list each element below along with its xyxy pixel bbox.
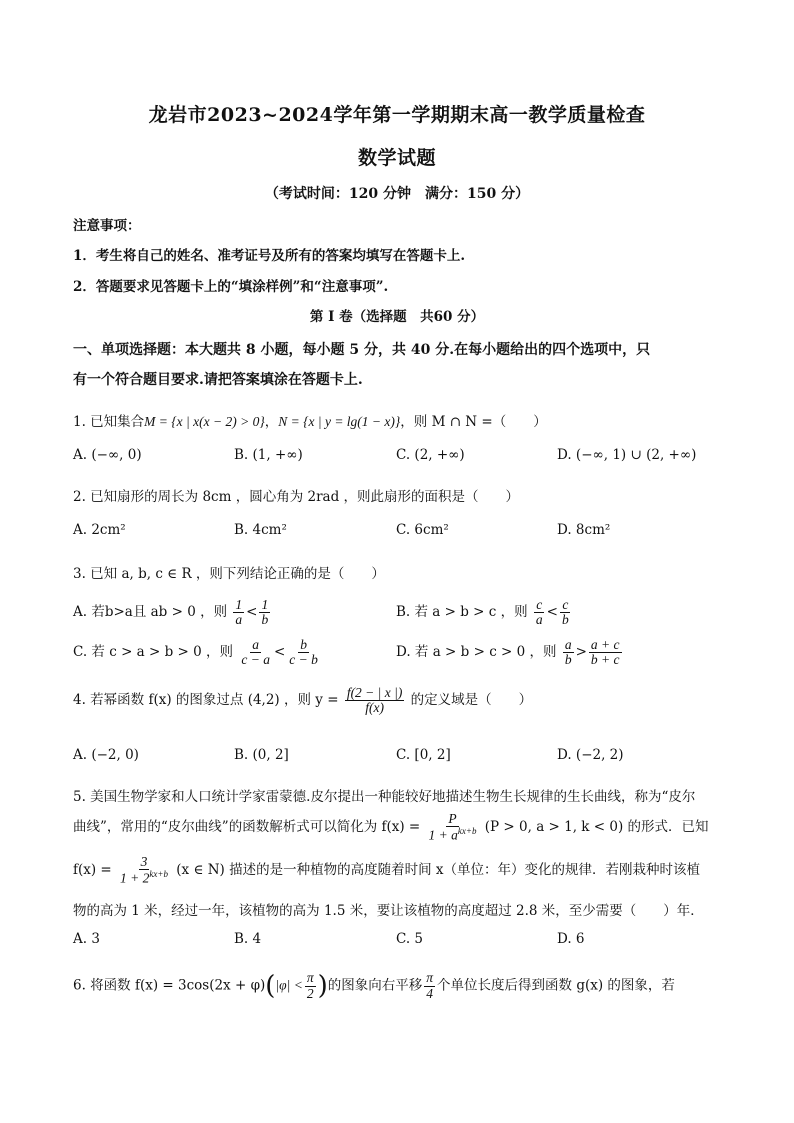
question-5-line2 [73, 812, 709, 843]
q3c-frac-2-num: b [300, 637, 307, 652]
notes-heading: 注意事项： [73, 218, 141, 234]
q3d-prefix: D. 若 a > b > c > 0 ，则 [396, 644, 557, 661]
section1-line2: 有一个符合题目要求.请把答案填涂在答题卡上. [73, 372, 363, 388]
q4-frac [345, 686, 405, 715]
q3d-frac-2-den: b + c [590, 652, 620, 668]
q5-model-frac-den [118, 870, 170, 886]
q3a-prefix: A. 若b>a且 ab > 0 ，则 [73, 604, 228, 621]
q3-option-d [396, 638, 624, 667]
question-2-stem: 2. 已知扇形的周长为 8cm ，圆心角为 2rad ，则此扇形的面积是（ ） [73, 489, 520, 505]
q4-option-c: C. [0, 2] [396, 747, 451, 763]
q3b-frac-2-num: c [562, 597, 569, 612]
q5-option-b: B. 4 [234, 931, 262, 947]
question-5-line1: 5. 美国生物学家和人口统计学家雷蒙德.皮尔提出一种能较好地描述生物生长规律的生长曲线，称为“皮尔 [73, 789, 696, 805]
q3b-frac-1 [534, 598, 545, 627]
q6-cond-frac-den: 2 [306, 985, 314, 1001]
q3c-prefix: C. 若 c > a > b > 0 ，则 [73, 644, 234, 661]
q5-line2-suffix: (P > 0, a > 1, k < 0) 的形式．已知 [484, 818, 709, 835]
q6-cond-prefix: |φ| < [275, 977, 303, 993]
q3b-prefix: B. 若 a > b > c ，则 [396, 604, 528, 621]
question-4-stem [73, 686, 532, 715]
q4-frac-den: f(x) [365, 700, 384, 716]
q1-suffix: ，则 M ∩ N =（ ） [400, 414, 547, 430]
q3-option-b [396, 598, 573, 627]
q3d-frac-1-den: b [564, 652, 572, 668]
notes-item-1: 1．考生将自己的姓名、准考证号及所有的答案均填写在答题卡上. [73, 248, 466, 264]
part1-heading: 第 I 卷（选择题 共60 分） [309, 309, 485, 325]
q5-option-d: D. 6 [557, 931, 585, 947]
q3a-frac-1-den: a [235, 612, 243, 628]
q5-model-frac-den-exp: kx+b [149, 869, 168, 880]
q3b-relation: < [546, 604, 558, 621]
q3b-frac-1-num: c [536, 597, 543, 612]
q1-set-n: N = {x | y = lg(1 − x)} [278, 414, 401, 429]
q3a-frac-2-num: 1 [261, 597, 269, 612]
q5-line3-suffix: (x ∈ N) 描述的是一种植物的高度随着时间 x（单位：年）变化的规律．若刚栽种时该植 [176, 861, 701, 878]
question-5-line3 [73, 855, 700, 886]
q4-option-a: A. (−2, 0) [73, 747, 139, 763]
q5-pearl-frac-den [427, 827, 479, 843]
q1-option-d: D. (−∞, 1) ∪ (2, +∞) [557, 447, 697, 463]
q3d-relation: > [575, 644, 587, 661]
q3a-frac-2-den: b [261, 612, 269, 628]
q5-pearl-frac [427, 812, 479, 843]
q5-model-frac-num: 3 [140, 854, 148, 869]
q3c-frac-2 [287, 638, 320, 667]
q5-model-frac-den-base: 1 + 2 [120, 870, 150, 886]
q1-sep: ， [264, 414, 279, 430]
q2-option-d: D. 8cm² [557, 522, 611, 538]
exam-title: 龙岩市2023~2024学年第一学期期末高一教学质量检查 [148, 104, 646, 126]
q6-suffix: 个单位长度后得到函数 g(x) 的图象，若 [437, 977, 675, 994]
q3b-frac-1-den: a [535, 612, 543, 628]
q3b-frac-2-den: b [561, 612, 569, 628]
q3a-frac-1-num: 1 [235, 597, 243, 612]
notes-item-2: 2．答题要求见答题卡上的“填涂样例”和“注意事项”. [73, 279, 389, 295]
q1-option-a: A. (−∞, 0) [73, 447, 142, 463]
q3-option-c [73, 638, 322, 667]
q5-pearl-frac-den-exp: kx+b [457, 826, 477, 837]
q3c-frac-2-den: c − b [289, 652, 318, 668]
q4-prefix: 4. 若幂函数 f(x) 的图象过点 (4,2) ，则 y = [73, 692, 339, 709]
q5-model-frac [118, 855, 170, 886]
q3b-frac-2 [560, 598, 571, 627]
q6-shift-frac [424, 971, 435, 1000]
q2-option-a: A. 2cm² [73, 522, 126, 538]
q6-cond-frac-num: π [306, 970, 314, 986]
exam-subtitle: 数学试题 [357, 147, 436, 169]
question-1-stem [73, 410, 547, 430]
q3c-frac-1-den: c − a [241, 652, 270, 668]
question-5-line4: 物的高为 1 米，经过一年，该植物的高为 1.5 米，要让该植物的高度超过 2.8 米，至少需要（ ）年． [73, 903, 704, 919]
q2-option-b: B. 4cm² [234, 522, 287, 538]
q3d-frac-1 [563, 638, 574, 667]
q1-option-b: B. (1, +∞) [234, 447, 303, 463]
q3d-frac-2-num: a + c [590, 637, 620, 652]
q1-prefix: 1. 已知集合 [73, 414, 145, 430]
q3d-frac-1-num: a [564, 637, 572, 652]
q5-pearl-frac-num: P [448, 811, 457, 826]
section1-line1: 一、单项选择题：本大题共 8 小题，每小题 5 分，共 40 分.在每小题给出的四个选项中，只 [73, 342, 651, 358]
q1-option-c: C. (2, +∞) [396, 447, 465, 463]
q6-paren-open: ( [265, 971, 276, 1001]
q6-shift-frac-num: π [426, 970, 434, 986]
q1-set-m: M = {x | x(x − 2) > 0} [144, 414, 265, 429]
q6-cond-frac [305, 971, 316, 1000]
q6-mid: 的图象向右平移 [327, 977, 423, 994]
q5-pearl-frac-den-base: 1 + a [428, 827, 458, 843]
q3c-frac-1 [239, 638, 272, 667]
q2-option-c: C. 6cm² [396, 522, 449, 538]
exam-info: （考试时间：120 分钟 满分：150 分） [264, 186, 530, 202]
q6-prefix: 6. 将函数 f(x) = 3cos(2x + φ) [73, 977, 266, 994]
q5-option-c: C. 5 [396, 931, 424, 947]
q3a-relation: < [246, 604, 258, 621]
q6-paren-close: ) [317, 971, 328, 1001]
q3a-frac-2 [259, 598, 270, 627]
q3c-frac-1-num: a [252, 637, 260, 652]
q3c-relation: < [273, 644, 286, 661]
q4-frac-num: f(2 − | x |) [346, 685, 403, 700]
q4-suffix: 的定义域是（ ） [410, 692, 533, 709]
question-6-stem [73, 971, 675, 1001]
q3d-frac-2 [589, 638, 622, 667]
q3a-frac-1 [233, 598, 244, 627]
q5-option-a: A. 3 [73, 931, 100, 947]
question-3-stem: 3. 已知 a, b, c ∈ R ，则下列结论正确的是（ ） [73, 566, 385, 582]
q5-line3-prefix: f(x) = [73, 861, 112, 878]
q3-option-a [73, 598, 272, 627]
q4-option-b: B. (0, 2] [234, 747, 289, 763]
q6-shift-frac-den: 4 [426, 985, 434, 1001]
q4-option-d: D. (−2, 2) [557, 747, 624, 763]
q5-line2-prefix: 曲线”，常用的“皮尔曲线”的函数解析式可以简化为 f(x) = [73, 818, 421, 835]
